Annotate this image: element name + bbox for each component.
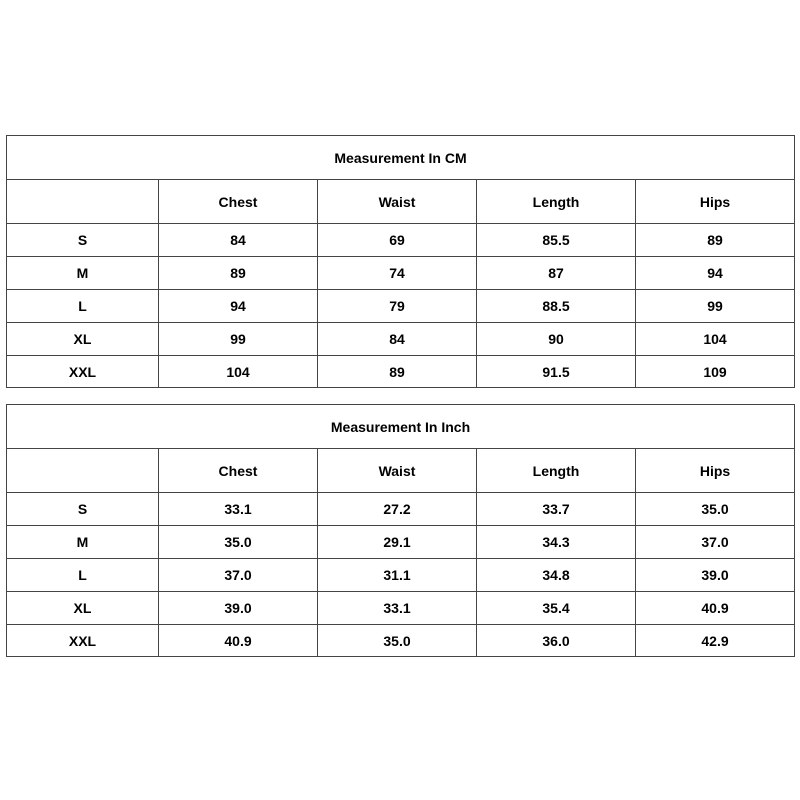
header-cell-size: [7, 180, 159, 224]
waist-cell: 33.1: [318, 592, 477, 625]
size-label-cell: S: [7, 493, 159, 526]
waist-cell: 79: [318, 290, 477, 323]
chest-cell: 94: [159, 290, 318, 323]
waist-cell: 89: [318, 356, 477, 388]
hips-cell: 104: [636, 323, 795, 356]
header-cell-size: [7, 449, 159, 493]
table-title-row: [7, 136, 795, 180]
header-cell-waist: Waist: [318, 180, 477, 224]
chest-cell: 99: [159, 323, 318, 356]
length-cell: 91.5: [477, 356, 636, 388]
size-label-cell: XXL: [7, 356, 159, 388]
size-chart-inch-table: [6, 404, 795, 657]
length-cell: 35.4: [477, 592, 636, 625]
chest-cell: 39.0: [159, 592, 318, 625]
table-title-row: [7, 405, 795, 449]
length-cell: 85.5: [477, 224, 636, 257]
hips-cell: 94: [636, 257, 795, 290]
size-chart-cm-table: [6, 135, 795, 388]
hips-cell: 35.0: [636, 493, 795, 526]
size-label-cell: XL: [7, 592, 159, 625]
waist-cell: 31.1: [318, 559, 477, 592]
size-label-cell: XXL: [7, 625, 159, 657]
length-cell: 34.8: [477, 559, 636, 592]
size-label-cell: L: [7, 559, 159, 592]
header-cell-hips: Hips: [636, 449, 795, 493]
length-cell: 87: [477, 257, 636, 290]
waist-cell: 35.0: [318, 625, 477, 657]
hips-cell: 42.9: [636, 625, 795, 657]
size-label-cell: L: [7, 290, 159, 323]
header-cell-length: Length: [477, 449, 636, 493]
header-cell-length: Length: [477, 180, 636, 224]
waist-cell: 74: [318, 257, 477, 290]
length-cell: 88.5: [477, 290, 636, 323]
waist-cell: 27.2: [318, 493, 477, 526]
table-row: [7, 290, 795, 323]
table-row: [7, 356, 795, 388]
length-cell: 36.0: [477, 625, 636, 657]
table-row: [7, 493, 795, 526]
length-cell: 90: [477, 323, 636, 356]
chest-cell: 89: [159, 257, 318, 290]
hips-cell: 99: [636, 290, 795, 323]
table-row: [7, 625, 795, 657]
chest-cell: 84: [159, 224, 318, 257]
hips-cell: 37.0: [636, 526, 795, 559]
header-row: [7, 180, 795, 224]
table-row: [7, 224, 795, 257]
table-row: [7, 323, 795, 356]
header-cell-chest: Chest: [159, 449, 318, 493]
hips-cell: 40.9: [636, 592, 795, 625]
hips-cell: 109: [636, 356, 795, 388]
length-cell: 34.3: [477, 526, 636, 559]
chest-cell: 35.0: [159, 526, 318, 559]
chest-cell: 104: [159, 356, 318, 388]
table-row: [7, 257, 795, 290]
table-row: [7, 526, 795, 559]
chest-cell: 37.0: [159, 559, 318, 592]
length-cell: 33.7: [477, 493, 636, 526]
size-label-cell: M: [7, 526, 159, 559]
chest-cell: 33.1: [159, 493, 318, 526]
size-label-cell: XL: [7, 323, 159, 356]
size-label-cell: S: [7, 224, 159, 257]
header-cell-chest: Chest: [159, 180, 318, 224]
waist-cell: 29.1: [318, 526, 477, 559]
header-cell-hips: Hips: [636, 180, 795, 224]
waist-cell: 69: [318, 224, 477, 257]
table-row: [7, 592, 795, 625]
size-label-cell: M: [7, 257, 159, 290]
hips-cell: 39.0: [636, 559, 795, 592]
table-row: [7, 559, 795, 592]
table-title: Measurement In Inch: [7, 405, 795, 449]
chest-cell: 40.9: [159, 625, 318, 657]
hips-cell: 89: [636, 224, 795, 257]
waist-cell: 84: [318, 323, 477, 356]
header-row: [7, 449, 795, 493]
header-cell-waist: Waist: [318, 449, 477, 493]
table-title: Measurement In CM: [7, 136, 795, 180]
